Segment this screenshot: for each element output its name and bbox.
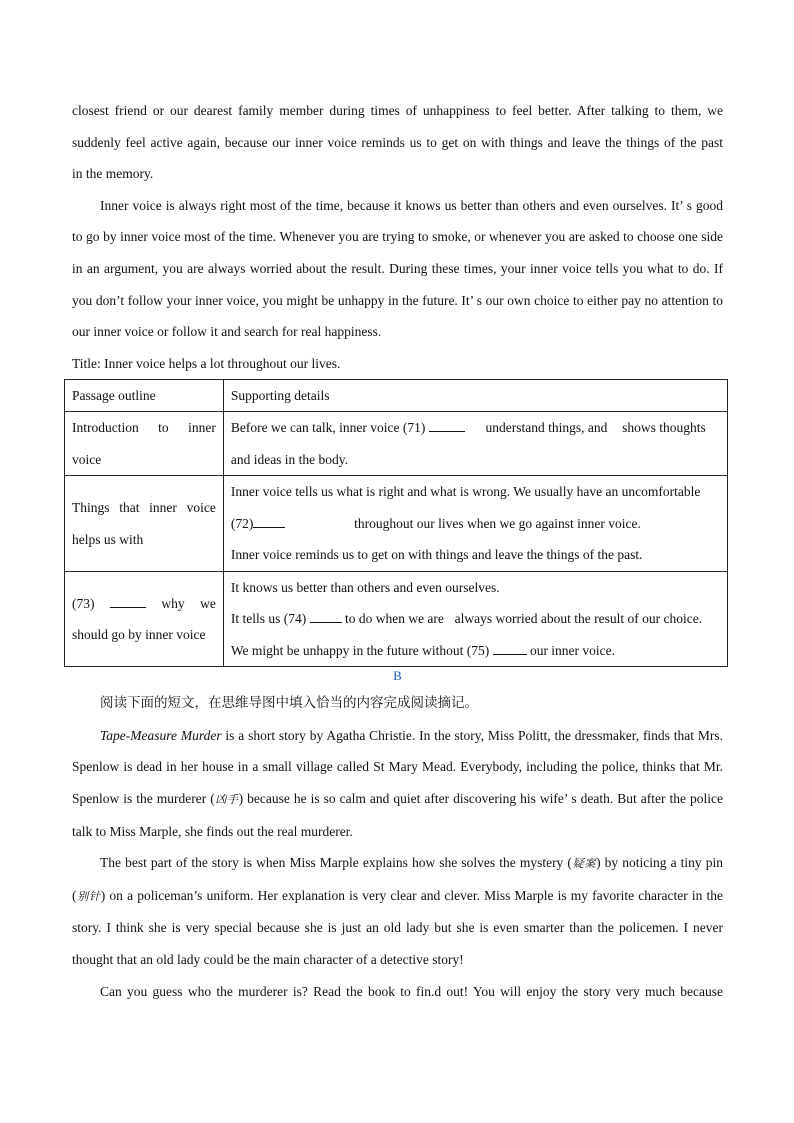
row1-detail-cell [223,412,727,476]
passage-a-paragraph-2: Inner voice is always right most of the time, because it knows us better than others and even ourselves. It’ s good to go by inner voice most of the time. Whenever you are trying to smoke, or whenever you are asked to choose one side in an argument, you are always worried about the result. During these times, your inner voice tells you what to do. If you don’t follow your inner voice, you might be unhappy in the future. It’ s our own choice to either pay no attention to our inner voice or follow it and search for real happiness. [72,197,723,340]
section-b-p2-text-c: ) on a policeman’s uniform. Her explanation is very clear and clever. Miss Marple is my favorite character in the story. I think she is very special because she is just an old lady but she is even smarter than the policemen. I never thought that an old lady could be the main character of a detective story! [72,887,723,967]
row2-detail-text-b: throughout our lives when we go against inner voice. [354,515,641,531]
section-b-p1-text-b: ) because he is so calm and quiet after discovering his wife’ s death. But after the police talk to Miss Marple, she finds out the real murderer. [72,791,723,839]
section-b-paragraph-2 [72,847,723,975]
row2-detail-line2 [231,508,720,540]
row1-outline-line2: voice [72,451,102,467]
header-details-cell: Supporting details [223,379,727,412]
passage-a-paragraph-1-line-1: closest friend or our dearest family member during times of unhappiness to feel better. After talking to them, we [72,103,723,118]
row3-outline-line2: should go by inner voice [72,627,206,642]
row1-detail-line1 [231,412,720,444]
row3-detail-line1: It knows us better than others and even ourselves. [230,579,500,595]
section-b-p1-text-a: is a short story by Agatha Christie. In the story, Miss Politt, the dressmaker, finds that Mrs. Spenlow is dead in her house in a small village called St Mary Mead. Everybody, including the police, thinks that Mr. Spenlow is the murderer ( [72,727,723,807]
row2-detail-line3: Inner voice reminds us to get on with things and leave the things of the past. [230,547,643,563]
blank-74[interactable] [310,608,342,623]
row3-detail-text-e: our inner voice. [529,642,616,658]
table-header-row [65,379,728,412]
blank-75[interactable] [493,640,527,655]
row1-outline-cell [65,412,224,476]
row1-detail-text-c: shows thoughts [622,420,706,436]
row3-outline-cell [65,571,224,667]
section-b-instruction: 阅读下面的短文，在思维导图中填入恰当的内容完成阅读摘记。 [100,695,478,712]
table-row [65,412,728,476]
blank-72[interactable] [253,513,285,528]
document-page [72,95,723,1007]
row3-detail-text-a: It tells us (74) [230,611,307,627]
row3-outline-text-a: (73) [72,595,95,611]
row3-detail-text-b: to do when we are [344,611,444,627]
section-b-p2-text-b: ) by noticing a tiny pin ( [72,855,724,903]
chinese-gloss-mystery: 疑案 [571,857,597,871]
row2-detail-line1: Inner voice tells us what is right and what is wrong. We usually have an uncomfortable [230,484,701,500]
row3-detail-line2 [231,603,720,635]
passage-a-paragraph-1-line-3: in the memory. [72,166,154,182]
row2-outline-line1: Things that inner voice [72,500,216,515]
chinese-gloss-murderer: 凶手 [214,793,239,807]
row1-outline-line1: Introduction to inner [72,420,216,436]
row1-detail-line2: and ideas in the body. [230,451,349,467]
row2-detail-cell [223,476,727,572]
section-b-paragraph-3: Can you guess who the murderer is? Read the book to fin.d out! You will enjoy the story very much because [100,983,723,999]
chinese-gloss-pin: 别针 [76,889,101,903]
row3-detail-cell [223,571,727,667]
section-b-p2-text-a: The best part of the story is when Miss Marple explains how she solves the mystery ( [100,855,572,871]
row1-detail-text-b: understand things, and [485,420,608,436]
row1-detail-text-a: Before we can talk, inner voice (71) [230,420,426,436]
row2-detail-text-a: (72) [230,515,254,531]
row2-outline-line2: helps us with [72,531,144,547]
row3-detail-text-d: We might be unhappy in the future without (75) [230,642,490,658]
row2-outline-cell [65,476,224,572]
story-title: Tape-Measure Murder [100,727,222,743]
table-row [65,571,728,667]
table-row [65,476,728,572]
row3-outline-line1 [72,588,216,620]
section-b-label: B [393,668,402,684]
row3-detail-line3 [231,635,720,667]
passage-a-title-line: Title: Inner voice helps a lot throughout our lives. [72,355,341,371]
passage-a-paragraph-1-line-2: suddenly feel active again, because our inner voice reminds us to get on with things and leave the things of the past [72,134,723,150]
outline-table [64,379,728,668]
header-outline-cell: Passage outline [65,379,224,412]
section-b-paragraph-1 [72,720,723,847]
blank-71[interactable] [429,417,465,432]
blank-73[interactable] [110,593,146,608]
row3-detail-text-c: always worried about the result of our choice. [454,611,703,627]
row3-outline-text-b: why we [161,595,216,611]
